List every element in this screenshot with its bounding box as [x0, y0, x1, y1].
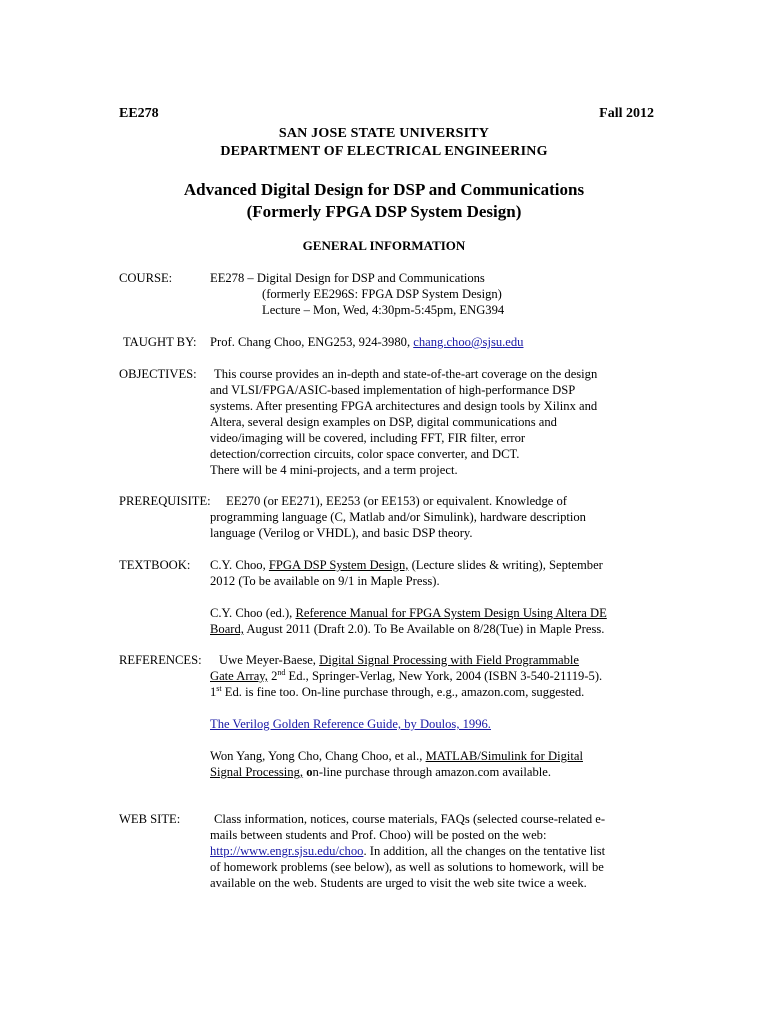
course-info: [210, 270, 504, 318]
university-name: SAN JOSE STATE UNIVERSITY: [278, 126, 490, 141]
prerequisite-line: programming language (C, Matlab and/or Simulink), hardware description: [210, 510, 586, 524]
reference-3-details: [306, 765, 551, 779]
edition-number: 2: [271, 669, 278, 683]
web-site-line-1: Class information, notices, course materials, FAQs (selected course-related e-: [214, 812, 606, 826]
web-site-line-5: available on the web. Students are urged to visit the web site twice a week.: [210, 876, 587, 890]
reference-3-line-2: [210, 764, 602, 780]
textbook-1-line-1: [210, 557, 607, 573]
edition-suffix: nd: [277, 668, 286, 677]
reference-3-bold-letter: o: [306, 765, 313, 779]
prerequisite-line: language (Verilog or VHDL), and basic DSP theory.: [210, 526, 473, 540]
term: Fall 2012: [599, 106, 654, 121]
textbook-2-author: C.Y. Choo (ed.),: [210, 606, 293, 620]
department-name: DEPARTMENT OF ELECTRICAL ENGINEERING: [220, 144, 548, 159]
objectives-line: and VLSI/FPGA/ASIC-based implementation of high-performance DSP: [210, 383, 576, 397]
instructor-text: Prof. Chang Choo, ENG253, 924-3980,: [210, 335, 411, 349]
textbook-2-details: August 2011 (Draft 2.0). To Be Available on 8/28(Tue) in Maple Press.: [246, 622, 605, 636]
prerequisite-line: EE270 (or EE271), EE253 (or EE153) or equivalent. Knowledge of: [226, 494, 567, 508]
prerequisite-text: [210, 493, 586, 541]
course-line-2: (formerly EE296S: FPGA DSP System Design): [262, 287, 502, 301]
header-row: [119, 106, 654, 124]
course-line-1: EE278 – Digital Design for DSP and Communications: [210, 271, 485, 285]
objectives-line: systems. After presenting FPGA architectures and design tools by Xilinx and: [210, 399, 598, 413]
reference-1-title-end: Gate Array,: [210, 669, 268, 683]
instructor-email-link[interactable]: chang.choo@sjsu.edu: [413, 335, 524, 349]
textbook-2-line-1: [210, 605, 607, 621]
reference-1-note: Ed. is fine too. On-line purchase through, e.g., amazon.com, suggested.: [224, 685, 585, 699]
section-heading: GENERAL INFORMATION: [302, 238, 466, 253]
web-site-line-3: [210, 843, 605, 859]
objectives-line: video/imaging will be covered, including FFT, FIR filter, error: [210, 431, 526, 445]
course-line-3: Lecture – Mon, Wed, 4:30pm-5:45pm, ENG394: [262, 303, 505, 317]
note-edition-suffix: st: [216, 684, 222, 693]
reference-1-line-2: [210, 668, 602, 684]
reference-2-line: [210, 716, 602, 732]
course-label: COURSE:: [119, 271, 173, 285]
taught-by-info: [210, 334, 523, 350]
course-code: EE278: [119, 106, 159, 121]
web-site-line-4: of homework problems (see below), as well as solutions to homework, will be: [210, 860, 604, 874]
reference-3-authors: Won Yang, Yong Cho, Chang Choo, et al.,: [210, 749, 423, 763]
reference-1-line-1: [210, 652, 602, 668]
reference-3-line-1: [210, 748, 602, 764]
reference-1-line-3: [210, 684, 602, 700]
references-info: [210, 652, 602, 780]
textbook-1-title: FPGA DSP System Design,: [268, 558, 409, 572]
course-subtitle: (Formerly FPGA DSP System Design): [246, 202, 522, 221]
reference-1-title: Digital Signal Processing with Field Programmable: [319, 653, 580, 667]
web-site-line-2: mails between students and Prof. Choo) will be posted on the web:: [210, 828, 547, 842]
reference-1-edition: [271, 669, 285, 683]
verilog-guide-link[interactable]: The Verilog Golden Reference Guide, by Doulos, 1996.: [210, 717, 491, 731]
reference-1-author: Uwe Meyer-Baese,: [219, 653, 316, 667]
textbook-label: TEXTBOOK:: [119, 558, 191, 572]
reference-3-title-end: Signal Processing,: [210, 765, 304, 779]
textbook-2-title: Reference Manual for FPGA System Design Using Altera DE: [295, 606, 607, 620]
objectives-line: This course provides an in-depth and state-of-the-art coverage on the design: [214, 367, 598, 381]
prerequisite-label: PREREQUISITE:: [119, 494, 211, 508]
objectives-label: OBJECTIVES:: [119, 367, 197, 381]
reference-3-title: MATLAB/Simulink for Digital: [425, 749, 583, 763]
course-website-link[interactable]: http://www.engr.sjsu.edu/choo: [210, 844, 364, 858]
textbook-1-details: (Lecture slides & writing), September: [411, 558, 603, 572]
objectives-line: There will be 4 mini-projects, and a term project.: [210, 463, 458, 477]
textbook-info: [210, 557, 607, 637]
taught-by-label: TAUGHT BY:: [123, 335, 197, 349]
textbook-1-line-2: 2012 (To be available on 9/1 in Maple Press).: [210, 574, 440, 588]
reference-3-rest: n-line purchase through amazon.com available.: [312, 765, 552, 779]
objectives-line: Altera, several design examples on DSP, digital communications and: [210, 415, 557, 429]
course-title: Advanced Digital Design for DSP and Communications: [183, 180, 585, 199]
textbook-2-line-2: [210, 621, 607, 637]
reference-1-details: Ed., Springer-Verlag, New York, 2004 (ISBN 3-540-21119-5).: [288, 669, 603, 683]
textbook-2-title-end: Board,: [210, 622, 244, 636]
web-site-info: [210, 811, 605, 891]
objectives-line: detection/correction circuits, color space converter, and DCT.: [210, 447, 520, 461]
web-site-line-3-rest: . In addition, all the changes on the tentative list: [363, 844, 606, 858]
web-site-label: WEB SITE:: [119, 812, 181, 826]
note-edition-number: 1: [210, 685, 217, 699]
textbook-1-author: C.Y. Choo,: [210, 558, 266, 572]
objectives-text: [210, 366, 597, 478]
references-label: REFERENCES:: [119, 653, 202, 667]
